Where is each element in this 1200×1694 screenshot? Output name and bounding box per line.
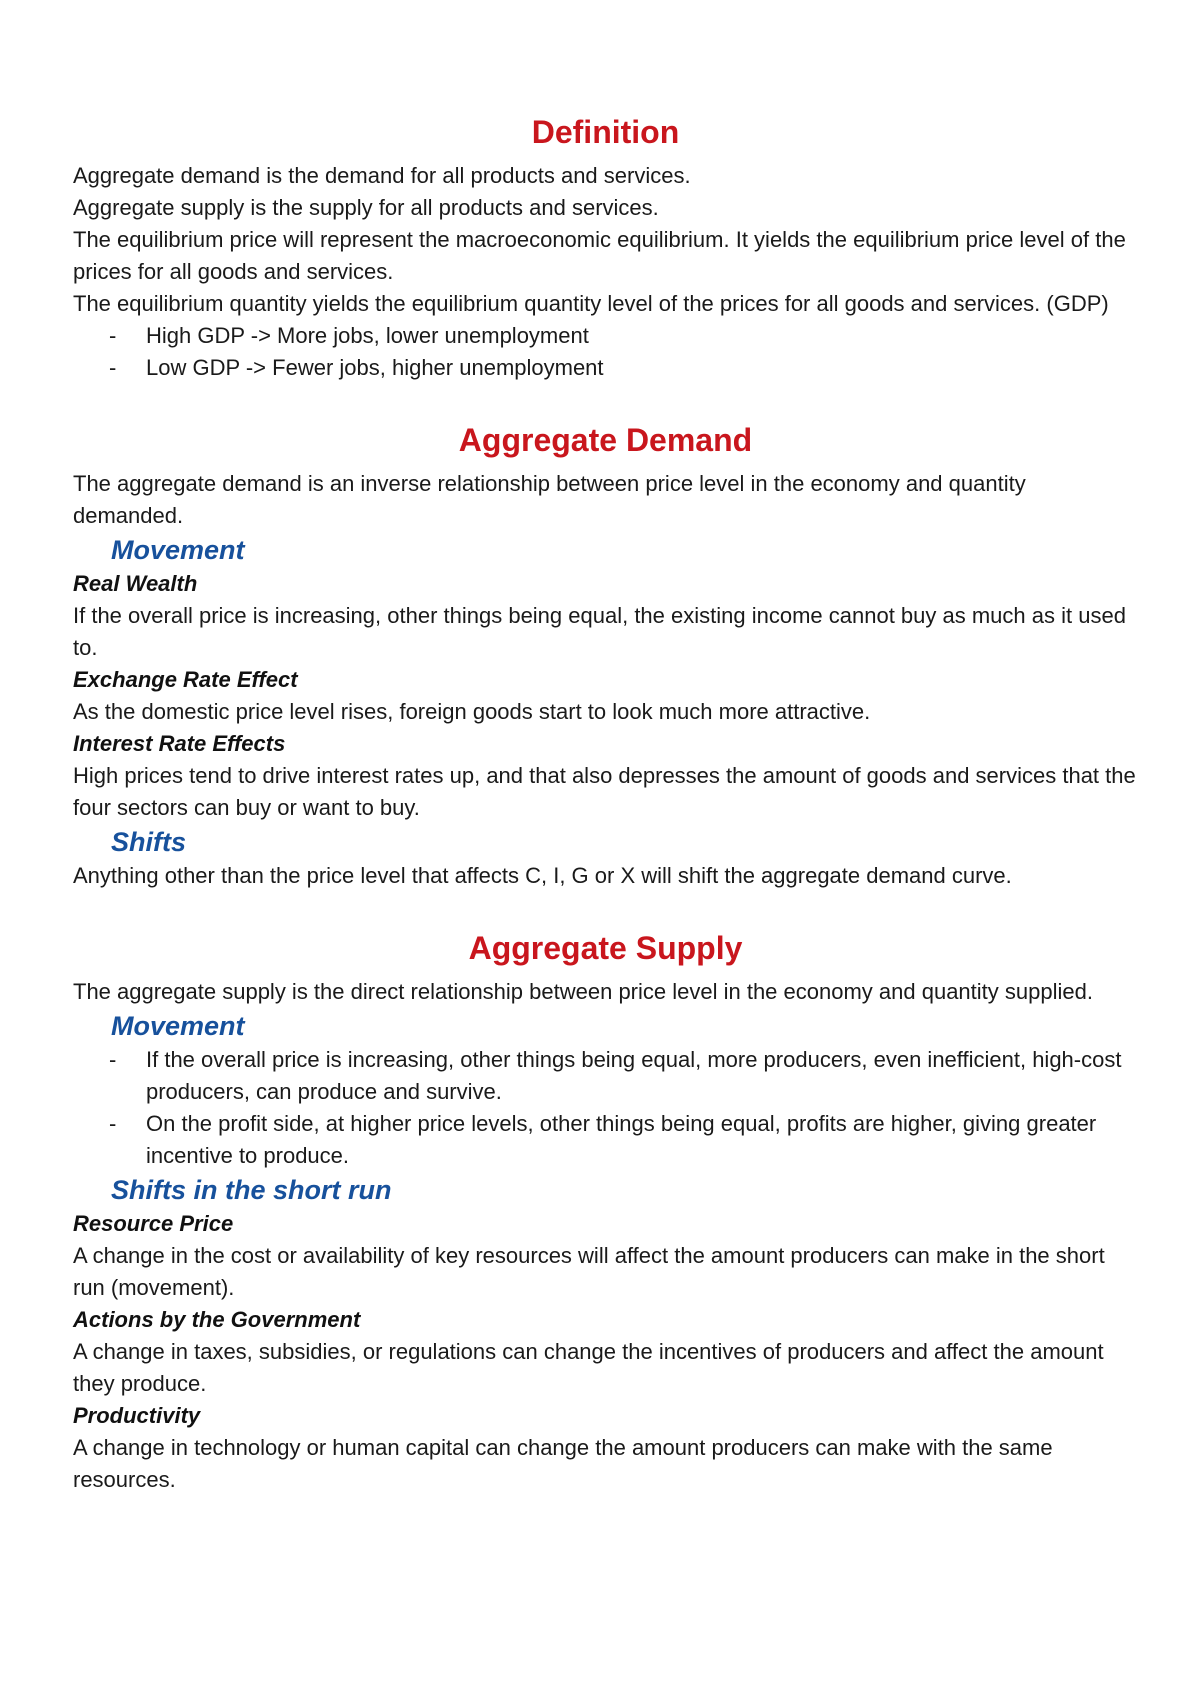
list-item-text: On the profit side, at higher price levels, other things being equal, profits are higher, giving greater incentive to produce. [146,1111,1097,1168]
exchange-rate-text: As the domestic price level rises, foreign goods start to look much more attractive. [73,699,871,724]
dash-bullet: - [109,1047,117,1072]
list-item-text: If the overall price is increasing, other things being equal, more producers, even inefficient, high-cost producers, can produce and survive. [146,1047,1122,1104]
list-item [73,320,1138,352]
list-item [73,352,1138,384]
interest-rate-heading: Interest Rate Effects [73,731,286,756]
government-text: A change in taxes, subsidies, or regulations can change the incentives of producers and affect the amount they produce. [73,1339,1104,1396]
demand-shifts-text: Anything other than the price level that affects C, I, G or X will shift the aggregate demand curve. [73,863,1012,888]
productivity-heading: Productivity [73,1403,201,1428]
aggregate-supply-title: Aggregate Supply [468,930,743,966]
list-item-text: High GDP -> More jobs, lower unemployment [146,323,589,348]
demand-intro: The aggregate demand is an inverse relationship between price level in the economy and quantity demanded. [73,471,1026,528]
demand-movement-heading: Movement [111,535,245,565]
definition-line-4: The equilibrium quantity yields the equilibrium quantity level of the prices for all goods and services. (GDP) [73,291,1109,316]
list-item-text: Low GDP -> Fewer jobs, higher unemployment [146,355,604,380]
document-page [73,110,1138,1496]
definition-title: Definition [531,114,680,150]
supply-movement-list [73,1044,1138,1172]
aggregate-demand-title: Aggregate Demand [458,422,753,458]
government-heading: Actions by the Government [73,1307,361,1332]
real-wealth-heading: Real Wealth [73,571,198,596]
list-item [73,1108,1138,1172]
exchange-rate-heading: Exchange Rate Effect [73,667,298,692]
real-wealth-text: If the overall price is increasing, other things being equal, the existing income cannot buy as much as it used to. [73,603,1126,660]
interest-rate-text: High prices tend to drive interest rates up, and that also depresses the amount of goods and services that the four sectors can buy or want to buy. [73,763,1136,820]
supply-shifts-heading: Shifts in the short run [111,1175,392,1205]
dash-bullet: - [109,1111,117,1136]
dash-bullet: - [109,355,117,380]
resource-price-text: A change in the cost or availability of key resources will affect the amount producers can make in the short run (movement). [73,1243,1105,1300]
productivity-text: A change in technology or human capital can change the amount producers can make with the same resources. [73,1435,1053,1492]
supply-intro: The aggregate supply is the direct relationship between price level in the economy and quantity supplied. [73,979,1093,1004]
gdp-bullet-list [73,320,1138,384]
definition-line-3: The equilibrium price will represent the macroeconomic equilibrium. It yields the equilibrium price level of the prices for all goods and services. [73,227,1126,284]
resource-price-heading: Resource Price [73,1211,234,1236]
list-item [73,1044,1138,1108]
supply-movement-heading: Movement [111,1011,245,1041]
demand-shifts-heading: Shifts [111,827,187,857]
dash-bullet: - [109,323,117,348]
definition-line-2: Aggregate supply is the supply for all products and services. [73,195,659,220]
definition-line-1: Aggregate demand is the demand for all products and services. [73,163,691,188]
